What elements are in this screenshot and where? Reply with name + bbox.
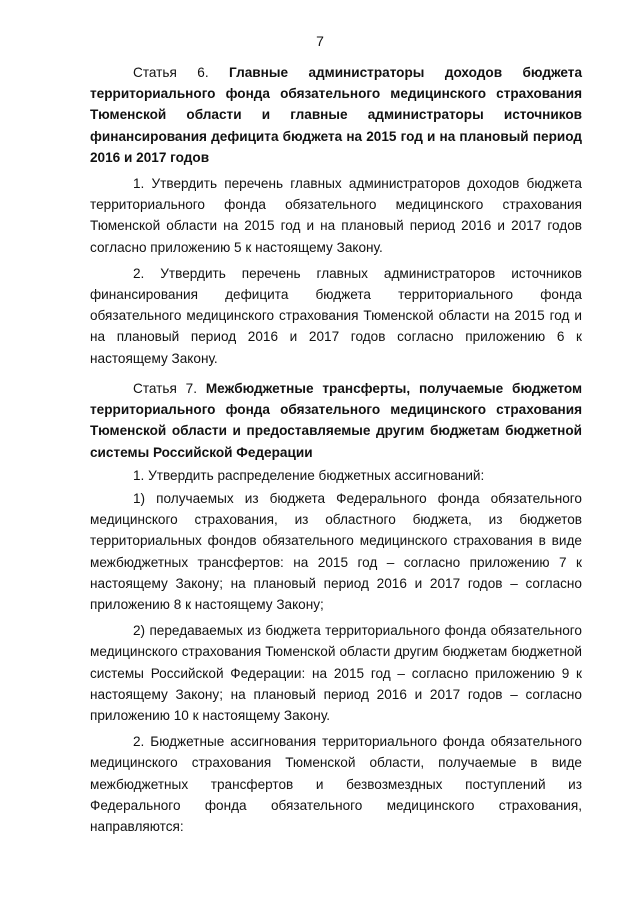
article-7	[90, 378, 582, 837]
article-6-label: Статья 6.	[133, 65, 209, 80]
page-number: 7	[316, 33, 324, 49]
article-7-title: Межбюджетные трансферты, получаемые бюджетом территориального фонда обязательного медицинского страхования Тюменской области и предоставляемые другим бюджетам бюджетной системы Российской Федерации	[90, 381, 582, 460]
article-7-paragraph-1: 1. Утвердить распределение бюджетных ассигнований:	[133, 467, 485, 483]
article-6-paragraph-1: 1. Утвердить перечень главных администраторов доходов бюджета территориального фонда обязательного медицинского страхования Тюменской области на 2015 год и на плановый период 2016 и 2017 годов согласно приложению 5 к настоящему Закону.	[90, 176, 582, 255]
article-6-paragraph-2: 2. Утвердить перечень главных администраторов источников финансирования дефицита бюджета территориального фонда обязательного медицинского страхования Тюменской области на 2015 год и на плановый период 2016 и 2017 годов согласно приложению 6 к настоящему Закону.	[90, 265, 582, 366]
article-6-heading	[90, 62, 582, 168]
article-6	[90, 62, 582, 369]
article-6-title: Главные администраторы доходов бюджета территориального фонда обязательного медицинского страхования Тюменской области и главные администраторы источников финансирования дефицита бюджета на 2015 год и на плановый период 2016 и 2017 годов	[90, 65, 583, 165]
article-7-heading	[90, 378, 582, 463]
article-7-subparagraph-2: 2) передаваемых из бюджета территориального фонда обязательного медицинского страхования Тюменской области другим бюджетам бюджетной системы Российской Федерации: на 2015 год – согласно приложению 9 к настоящему Закону; на плановый период 2016 и 2017 годов – согласно приложению 10 к настоящему Закону.	[90, 623, 582, 724]
article-7-label: Статья 7.	[133, 381, 198, 396]
article-7-paragraph-2: 2. Бюджетные ассигнования территориального фонда обязательного медицинского страхования Тюменской области, получаемые в виде межбюджетных трансфертов и безвозмездных поступлений из Федерального фонда обязательного медицинского страхования, направляются:	[90, 734, 582, 835]
article-7-subparagraph-1: 1) получаемых из бюджета Федерального фонда обязательного медицинского страхования, из областного бюджета, из бюджетов территориальных фондов обязательного медицинского страхования в виде межбюджетных трансфертов: на 2015 год – согласно приложению 7 к настоящему Закону; на плановый период 2016 и 2017 годов – согласно приложению 8 к настоящему Закону;	[90, 491, 582, 613]
